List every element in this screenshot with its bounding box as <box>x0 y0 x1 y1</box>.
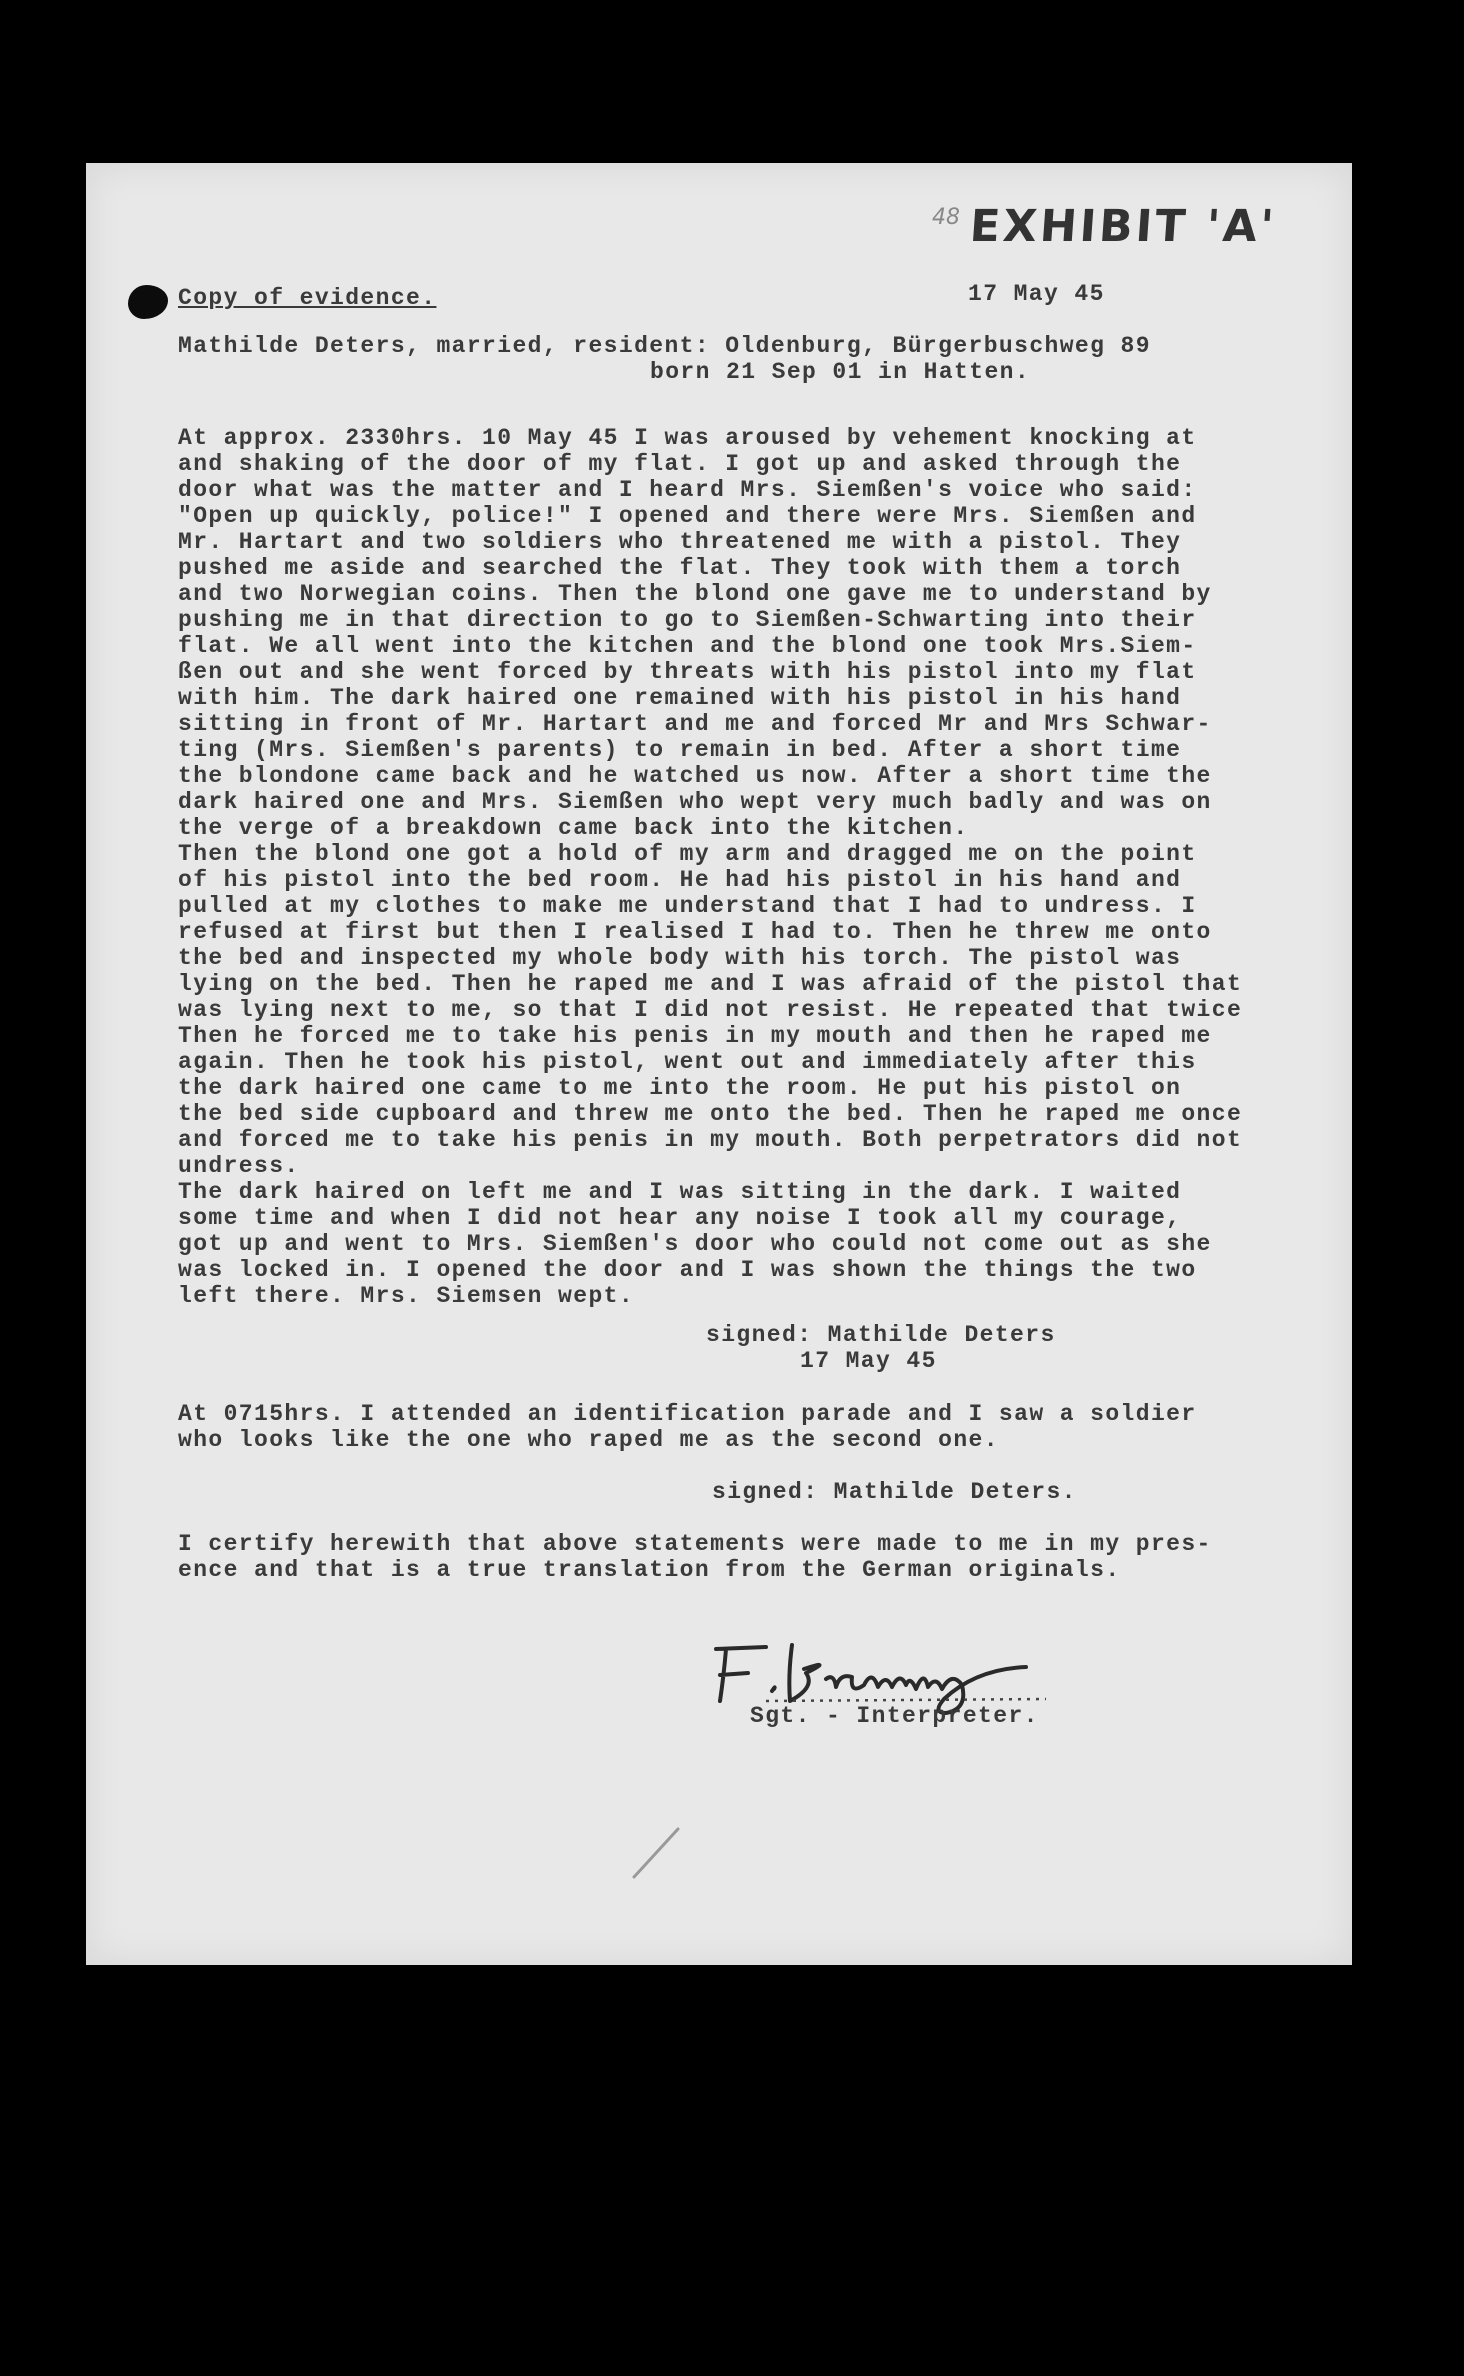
statement-line: ßen out and she went forced by threats with his pistol into my flat <box>178 659 1197 685</box>
statement-line: with him. The dark haired one remained with his pistol in his hand <box>178 685 1182 711</box>
statement-line: pushing me in that direction to go to Siemßen-Schwarting into their <box>178 607 1197 633</box>
statement-line: pushed me aside and searched the flat. They took with them a torch <box>178 555 1182 581</box>
pen-mark <box>626 1823 686 1883</box>
statement-line: the verge of a breakdown came back into the kitchen. <box>178 815 969 841</box>
statement-line: got up and went to Mrs. Siemßen's door who could not come out as she <box>178 1231 1212 1257</box>
statement-line: sitting in front of Mr. Hartart and me and forced Mr and Mrs Schwar- <box>178 711 1212 737</box>
document-date: 17 May 45 <box>968 281 1105 307</box>
statement-line: door what was the matter and I heard Mrs. Siemßen's voice who said: <box>178 477 1197 503</box>
ink-blot <box>128 285 168 319</box>
signature-1-date: 17 May 45 <box>800 1348 937 1374</box>
statement-line: Mr. Hartart and two soldiers who threatened me with a pistol. They <box>178 529 1182 555</box>
statement-line: the dark haired one came to me into the room. He put his pistol on <box>178 1075 1182 1101</box>
page-number: 48 <box>932 205 960 230</box>
statement-line: Then the blond one got a hold of my arm and dragged me on the point <box>178 841 1197 867</box>
statement-line: of his pistol into the bed room. He had his pistol in his hand and <box>178 867 1182 893</box>
statement-line: "Open up quickly, police!" I opened and there were Mrs. Siemßen and <box>178 503 1197 529</box>
statement-line: and forced me to take his penis in my mouth. Both perpetrators did not <box>178 1127 1243 1153</box>
addendum-line: who looks like the one who raped me as the second one. <box>178 1427 999 1453</box>
certification-line: ence and that is a true translation from the German originals. <box>178 1557 1121 1583</box>
statement-line: some time and when I did not hear any noise I took all my courage, <box>178 1205 1182 1231</box>
statement-line: the bed and inspected my whole body with his torch. The pistol was <box>178 945 1182 971</box>
statement-line: the bed side cupboard and threw me onto the bed. Then he raped me once <box>178 1101 1243 1127</box>
interpreter-title: Sgt. - Interpreter. <box>750 1703 1039 1729</box>
signature-2: signed: Mathilde Deters. <box>712 1479 1077 1505</box>
statement-line: pulled at my clothes to make me understand that I had to undress. I <box>178 893 1197 919</box>
statement-line: was locked in. I opened the door and I was shown the things the two <box>178 1257 1197 1283</box>
statement-line: undress. <box>178 1153 300 1179</box>
signature-1: signed: Mathilde Deters <box>706 1322 1056 1348</box>
statement-line: ting (Mrs. Siemßen's parents) to remain in bed. After a short time <box>178 737 1182 763</box>
addendum-line: At 0715hrs. I attended an identification parade and I saw a soldier <box>178 1401 1197 1427</box>
statement-line: again. Then he took his pistol, went out and immediately after this <box>178 1049 1197 1075</box>
certification-line: I certify herewith that above statements were made to me in my pres- <box>178 1531 1212 1557</box>
statement-line: dark haired one and Mrs. Siemßen who wept very much badly and was on <box>178 789 1212 815</box>
document-page <box>86 163 1352 1965</box>
statement-line: and two Norwegian coins. Then the blond one gave me to understand by <box>178 581 1212 607</box>
statement-line: left there. Mrs. Siemsen wept. <box>178 1283 635 1309</box>
statement-line: lying on the bed. Then he raped me and I was afraid of the pistol that <box>178 971 1243 997</box>
exhibit-label: EXHIBIT 'A' <box>968 201 1279 252</box>
statement-line: the blondone came back and he watched us now. After a short time the <box>178 763 1212 789</box>
statement-line: Then he forced me to take his penis in my mouth and then he raped me <box>178 1023 1212 1049</box>
statement-line: was lying next to me, so that I did not resist. He repeated that twice <box>178 997 1243 1023</box>
witness-line-2: born 21 Sep 01 in Hatten. <box>650 359 1031 385</box>
witness-line-1: Mathilde Deters, married, resident: Oldenburg, Bürgerbuschweg 89 <box>178 333 1151 359</box>
statement-line: At approx. 2330hrs. 10 May 45 I was aroused by vehement knocking at <box>178 425 1197 451</box>
statement-line: flat. We all went into the kitchen and the blond one took Mrs.Siem- <box>178 633 1197 659</box>
statement-line: refused at first but then I realised I had to. Then he threw me onto <box>178 919 1212 945</box>
document-title: Copy of evidence. <box>178 285 437 311</box>
statement-line: The dark haired on left me and I was sitting in the dark. I waited <box>178 1179 1182 1205</box>
statement-line: and shaking of the door of my flat. I got up and asked through the <box>178 451 1182 477</box>
